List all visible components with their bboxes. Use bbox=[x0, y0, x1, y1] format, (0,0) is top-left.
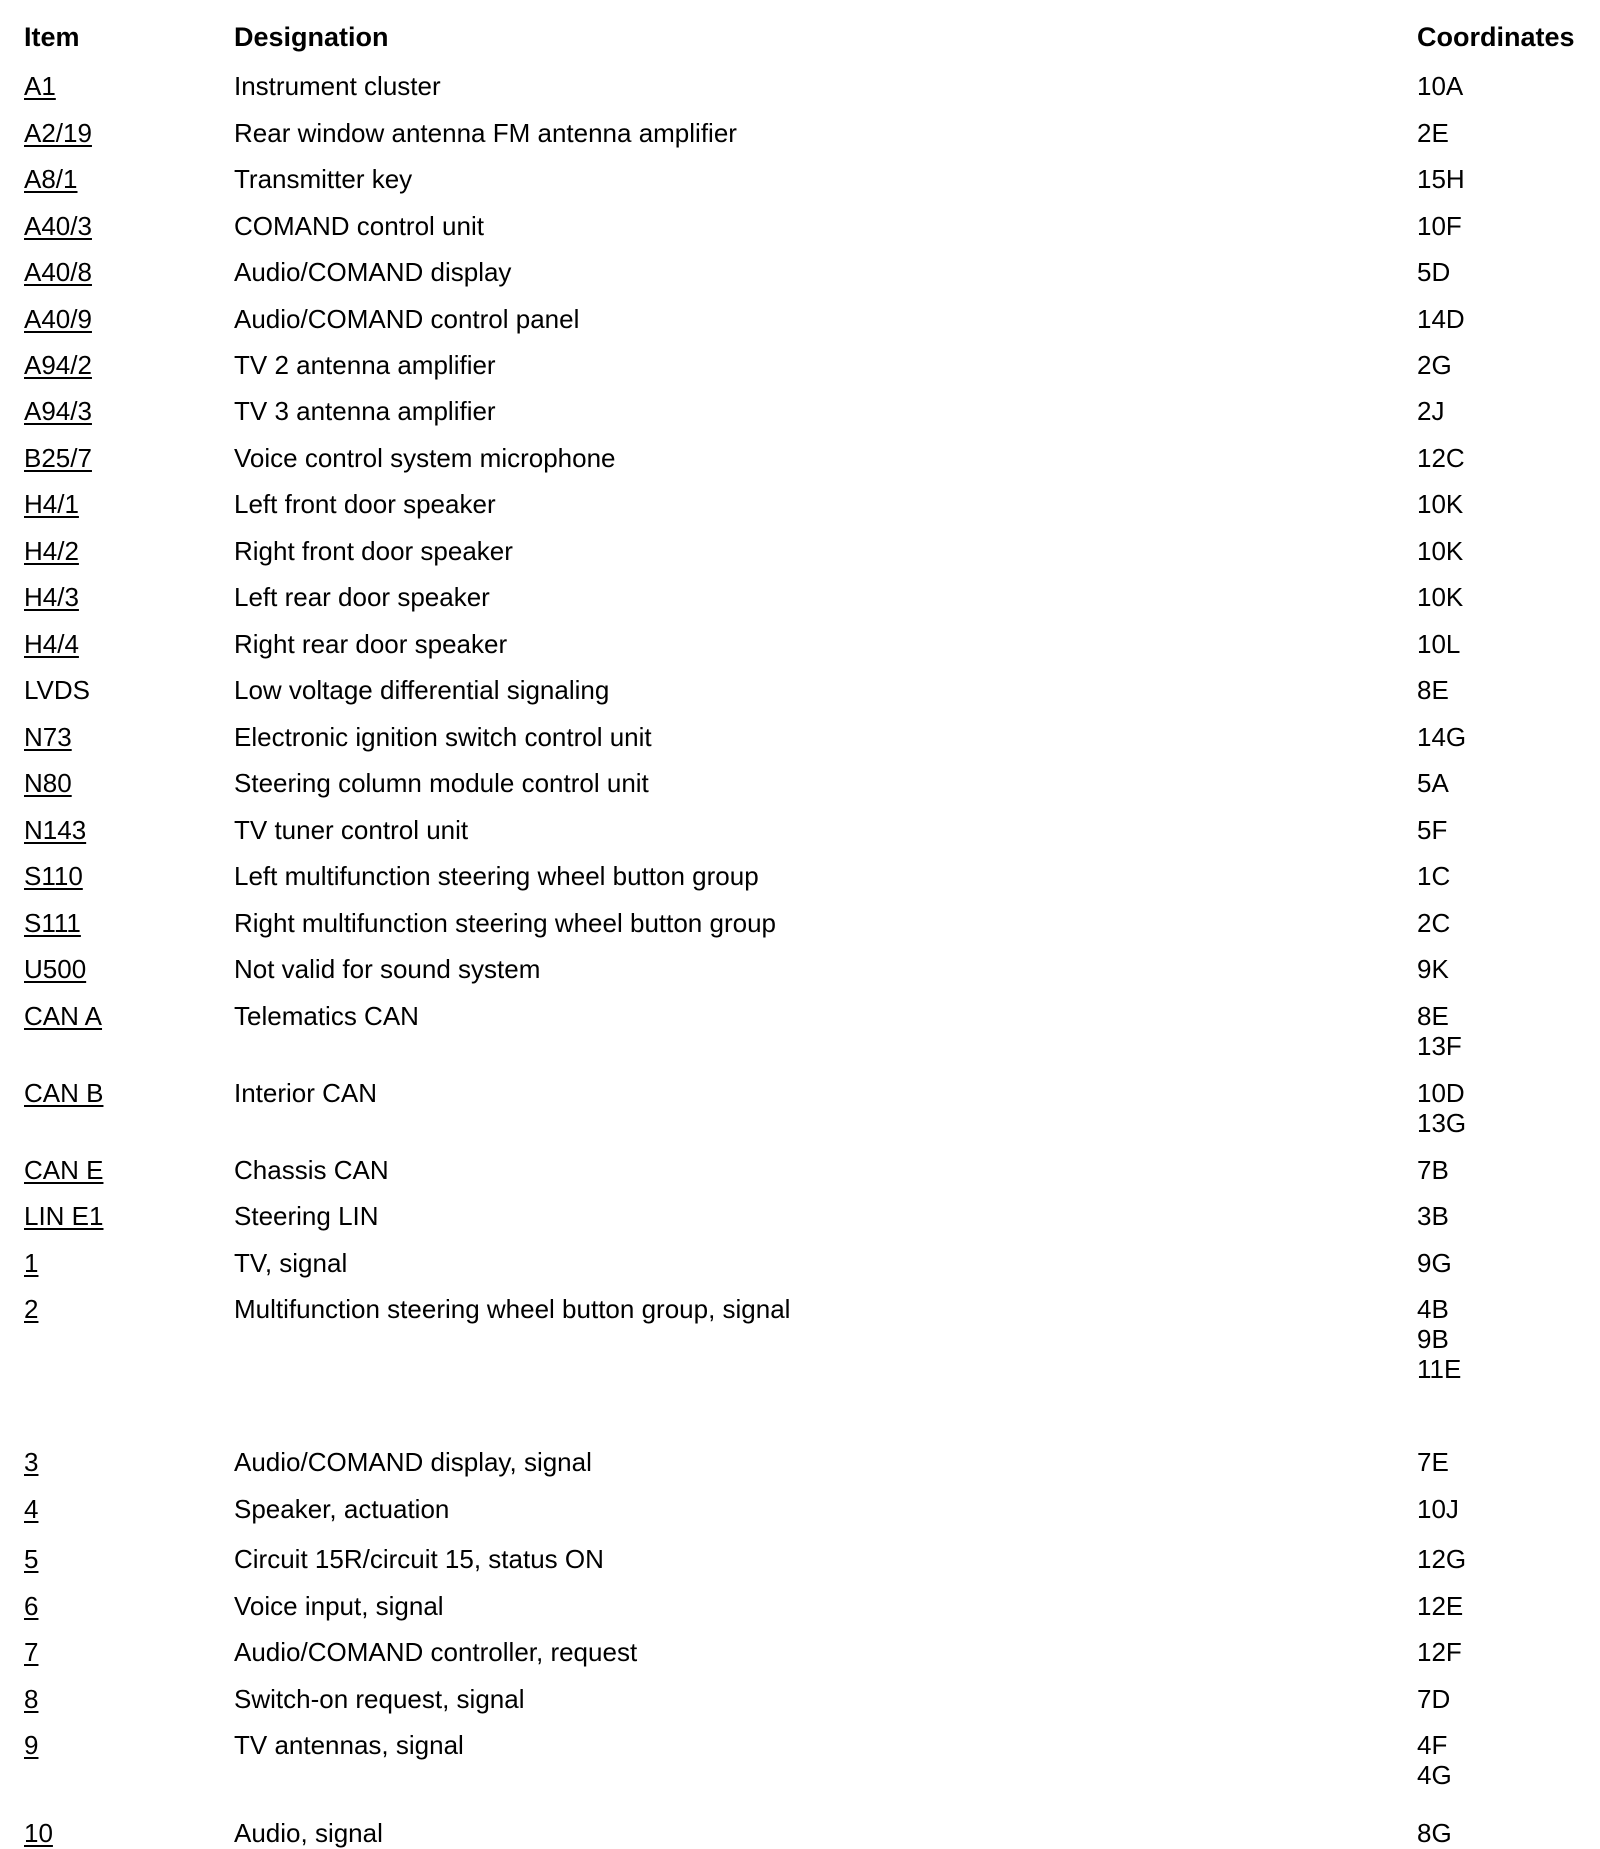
item-code[interactable]: A40/8 bbox=[24, 257, 92, 287]
coordinate-value: 12F bbox=[1417, 1637, 1462, 1667]
item-coordinates bbox=[1417, 815, 1447, 845]
item-designation: Chassis CAN bbox=[234, 1155, 389, 1185]
item-designation: Audio/COMAND controller, request bbox=[234, 1637, 638, 1667]
item-designation: Steering column module control unit bbox=[234, 768, 649, 798]
item-designation: Speaker, actuation bbox=[234, 1494, 450, 1524]
coordinate-value: 8E bbox=[1417, 675, 1449, 705]
coordinate-value: 13G bbox=[1417, 1108, 1467, 1138]
coordinate-value: 3B bbox=[1417, 1201, 1449, 1231]
item-coordinates bbox=[1417, 304, 1465, 334]
item-coordinates bbox=[1417, 443, 1465, 473]
coordinate-value: 2G bbox=[1417, 350, 1452, 380]
item-code[interactable]: 2 bbox=[24, 1294, 39, 1324]
item-coordinates bbox=[1417, 675, 1449, 705]
item-code[interactable]: 6 bbox=[24, 1591, 39, 1621]
coordinate-value: 14D bbox=[1417, 304, 1465, 334]
item-coordinates bbox=[1417, 1544, 1466, 1574]
coordinate-value: 15H bbox=[1417, 164, 1465, 194]
item-code[interactable]: 7 bbox=[24, 1637, 39, 1667]
item-code[interactable]: 5 bbox=[24, 1544, 39, 1574]
coordinate-value: 14G bbox=[1417, 722, 1467, 752]
coordinate-value: 2E bbox=[1417, 118, 1449, 148]
item-designation: Left multifunction steering wheel button group bbox=[234, 861, 759, 891]
item-designation: Right rear door speaker bbox=[234, 629, 508, 659]
coordinate-value: 7E bbox=[1417, 1447, 1449, 1477]
coordinate-value: 10L bbox=[1417, 629, 1461, 659]
item-coordinates bbox=[1417, 489, 1463, 519]
item-designation: Multifunction steering wheel button group, signal bbox=[234, 1294, 791, 1324]
item-coordinates bbox=[1417, 861, 1450, 891]
item-coordinates bbox=[1417, 582, 1463, 612]
item-code[interactable]: A40/9 bbox=[24, 304, 92, 334]
item-coordinates bbox=[1417, 1447, 1449, 1477]
item-code[interactable]: N80 bbox=[24, 768, 72, 798]
item-designation: Not valid for sound system bbox=[234, 954, 541, 984]
item-designation: TV antennas, signal bbox=[234, 1730, 464, 1760]
item-coordinates bbox=[1417, 211, 1462, 241]
item-coordinates bbox=[1417, 118, 1449, 148]
item-code[interactable]: CAN B bbox=[24, 1078, 104, 1108]
coordinate-value: 5F bbox=[1417, 815, 1448, 845]
item-coordinates bbox=[1417, 1155, 1449, 1185]
item-coordinates bbox=[1417, 908, 1450, 938]
item-designation: Electronic ignition switch control unit bbox=[234, 722, 652, 752]
item-code[interactable]: H4/3 bbox=[24, 582, 79, 612]
item-coordinates bbox=[1417, 1730, 1452, 1790]
item-code[interactable]: U500 bbox=[24, 954, 87, 984]
item-designation: Left front door speaker bbox=[234, 489, 496, 519]
item-coordinates bbox=[1417, 722, 1466, 752]
item-code: LVDS bbox=[24, 675, 90, 705]
item-designation: COMAND control unit bbox=[234, 211, 484, 241]
header-item: Item bbox=[24, 22, 80, 52]
item-coordinates bbox=[1417, 629, 1460, 659]
item-coordinates bbox=[1417, 1818, 1452, 1848]
item-coordinates bbox=[1417, 768, 1449, 798]
item-coordinates bbox=[1417, 71, 1463, 101]
coordinate-value: 9G bbox=[1417, 1248, 1452, 1278]
item-code[interactable]: S111 bbox=[24, 908, 81, 938]
coordinate-value: 7B bbox=[1417, 1155, 1449, 1185]
coordinate-value: 11E bbox=[1417, 1354, 1462, 1384]
coordinate-value: 10D bbox=[1417, 1078, 1465, 1108]
item-designation: Voice input, signal bbox=[234, 1591, 444, 1621]
table-header bbox=[0, 18, 1600, 58]
item-code[interactable]: 1 bbox=[24, 1248, 39, 1278]
item-designation: Steering LIN bbox=[234, 1201, 379, 1231]
coordinate-value: 12G bbox=[1417, 1544, 1467, 1574]
item-code[interactable]: N73 bbox=[24, 722, 72, 752]
item-designation: Right multifunction steering wheel button group bbox=[234, 908, 776, 938]
header-coordinates: Coordinates bbox=[1417, 22, 1575, 52]
coordinate-value: 10K bbox=[1417, 489, 1464, 519]
item-designation: Interior CAN bbox=[234, 1078, 378, 1108]
coordinate-value: 12E bbox=[1417, 1591, 1464, 1621]
item-coordinates bbox=[1417, 954, 1449, 984]
coordinate-value: 8E bbox=[1417, 1001, 1449, 1031]
item-designation: Telematics CAN bbox=[234, 1001, 419, 1031]
coordinate-value: 4F bbox=[1417, 1730, 1448, 1760]
coordinate-value: 10K bbox=[1417, 536, 1464, 566]
header-designation: Designation bbox=[234, 22, 389, 52]
coordinate-value: 2J bbox=[1417, 396, 1445, 426]
coordinate-value: 9K bbox=[1417, 954, 1449, 984]
item-code[interactable]: H4/4 bbox=[24, 629, 79, 659]
item-code[interactable]: A2/19 bbox=[24, 118, 92, 148]
item-coordinates bbox=[1417, 1001, 1462, 1061]
coordinate-value: 4G bbox=[1417, 1760, 1452, 1790]
item-designation: Circuit 15R/circuit 15, status ON bbox=[234, 1544, 604, 1574]
item-code[interactable]: 8 bbox=[24, 1684, 39, 1714]
item-designation: Low voltage differential signaling bbox=[234, 675, 610, 705]
coordinate-value: 8G bbox=[1417, 1818, 1452, 1848]
item-coordinates bbox=[1417, 1637, 1462, 1667]
item-designation: Transmitter key bbox=[234, 164, 413, 194]
item-coordinates bbox=[1417, 1294, 1461, 1384]
item-code[interactable]: 9 bbox=[24, 1730, 39, 1760]
item-designation: Audio/COMAND display, signal bbox=[234, 1447, 592, 1477]
item-code[interactable]: A1 bbox=[24, 71, 56, 101]
item-designation: Switch-on request, signal bbox=[234, 1684, 525, 1714]
item-coordinates bbox=[1417, 350, 1452, 380]
item-code[interactable]: A94/2 bbox=[24, 350, 92, 380]
item-code[interactable]: 4 bbox=[24, 1494, 39, 1524]
item-designation: Left rear door speaker bbox=[234, 582, 490, 612]
item-coordinates bbox=[1417, 1201, 1449, 1231]
coordinate-value: 4B bbox=[1417, 1294, 1449, 1324]
item-code[interactable]: A8/1 bbox=[24, 164, 78, 194]
item-designation: TV 2 antenna amplifier bbox=[234, 350, 496, 380]
item-code[interactable]: CAN E bbox=[24, 1155, 104, 1185]
item-code[interactable]: 3 bbox=[24, 1447, 39, 1477]
item-code[interactable]: N143 bbox=[24, 815, 87, 845]
item-designation: Audio/COMAND control panel bbox=[234, 304, 580, 334]
coordinate-value: 10K bbox=[1417, 582, 1464, 612]
item-code[interactable]: H4/1 bbox=[24, 489, 79, 519]
item-coordinates bbox=[1417, 257, 1450, 287]
item-coordinates bbox=[1417, 1078, 1466, 1138]
item-code[interactable]: A94/3 bbox=[24, 396, 92, 426]
item-code[interactable]: B25/7 bbox=[24, 443, 92, 473]
item-code[interactable]: A40/3 bbox=[24, 211, 92, 241]
item-code[interactable]: H4/2 bbox=[24, 536, 79, 566]
item-designation: Audio/COMAND display bbox=[234, 257, 512, 287]
item-code[interactable]: 10 bbox=[24, 1818, 53, 1848]
item-designation: Voice control system microphone bbox=[234, 443, 616, 473]
item-coordinates bbox=[1417, 1248, 1452, 1278]
coordinate-value: 10J bbox=[1417, 1494, 1459, 1524]
coordinate-value: 10F bbox=[1417, 211, 1462, 241]
coordinate-value: 10A bbox=[1417, 71, 1464, 101]
item-code[interactable]: CAN A bbox=[24, 1001, 103, 1031]
item-coordinates bbox=[1417, 396, 1444, 426]
coordinate-value: 9B bbox=[1417, 1324, 1449, 1354]
coordinate-value: 1C bbox=[1417, 861, 1451, 891]
coordinate-value: 13F bbox=[1417, 1031, 1462, 1061]
item-designation: TV tuner control unit bbox=[234, 815, 469, 845]
item-code[interactable]: LIN E1 bbox=[24, 1201, 104, 1231]
coordinate-value: 12C bbox=[1417, 443, 1465, 473]
item-designation: TV, signal bbox=[234, 1248, 348, 1278]
item-designation: Rear window antenna FM antenna amplifier bbox=[234, 118, 737, 148]
item-designation: Instrument cluster bbox=[234, 71, 441, 101]
item-coordinates bbox=[1417, 164, 1465, 194]
coordinate-value: 2C bbox=[1417, 908, 1451, 938]
item-coordinates bbox=[1417, 1591, 1463, 1621]
item-designation: Audio, signal bbox=[234, 1818, 383, 1848]
coordinate-value: 5D bbox=[1417, 257, 1451, 287]
item-coordinates bbox=[1417, 1494, 1459, 1524]
item-designation: Right front door speaker bbox=[234, 536, 513, 566]
coordinate-value: 7D bbox=[1417, 1684, 1451, 1714]
item-coordinates bbox=[1417, 1684, 1450, 1714]
item-designation: TV 3 antenna amplifier bbox=[234, 396, 496, 426]
item-coordinates bbox=[1417, 536, 1463, 566]
item-code[interactable]: S110 bbox=[24, 861, 83, 891]
coordinate-value: 5A bbox=[1417, 768, 1449, 798]
